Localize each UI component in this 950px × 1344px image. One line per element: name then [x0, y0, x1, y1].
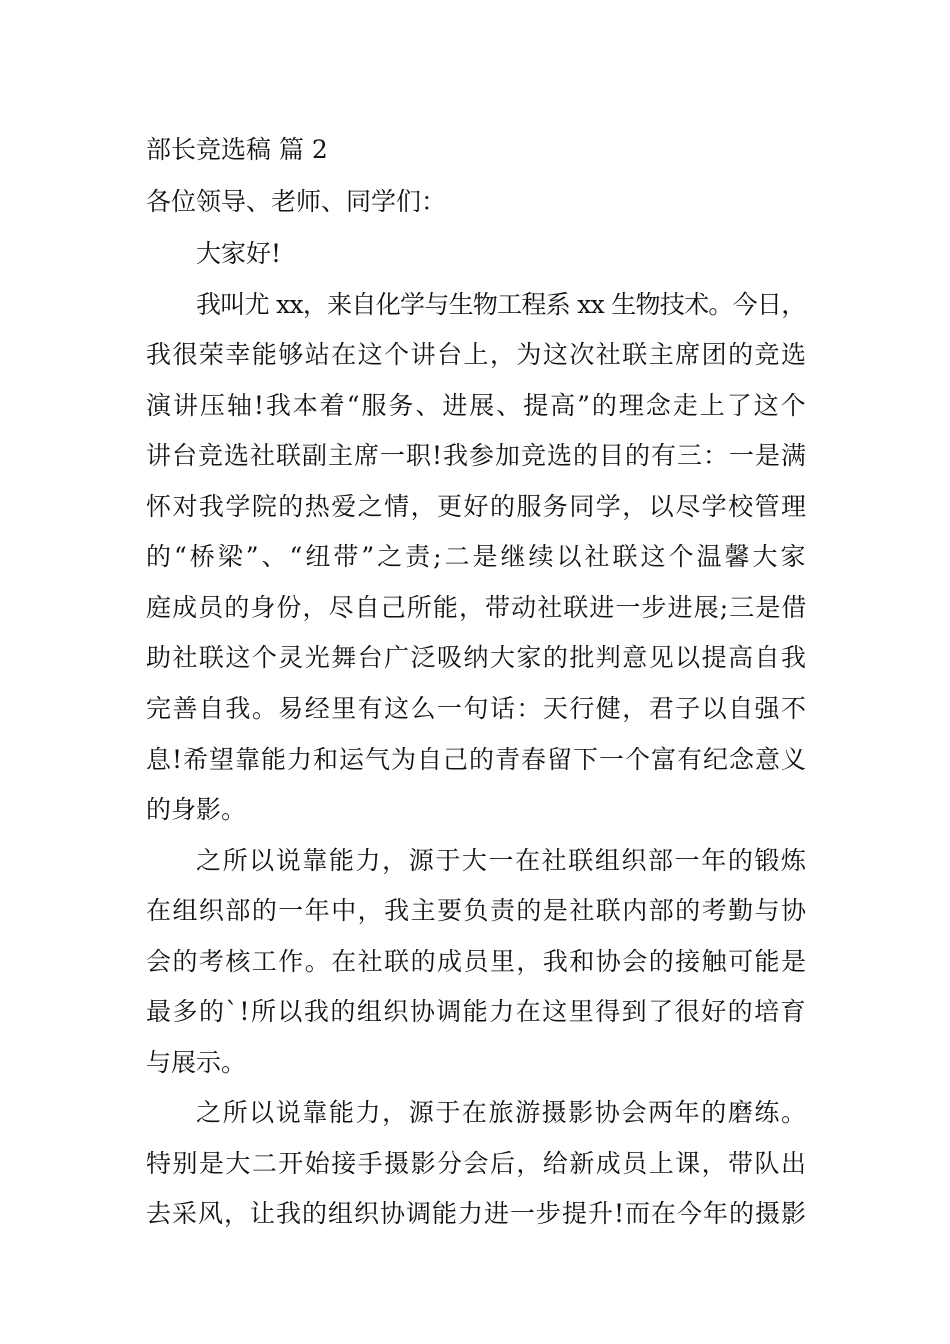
paragraph-line: 去采风，让我的组织协调能力进一步提升!而在今年的摄影 [146, 1199, 808, 1228]
paragraph-line: 我很荣幸能够站在这个讲台上，为这次社联主席团的竞选 [146, 340, 808, 369]
paragraph-line: 之所以说靠能力，源于在旅游摄影协会两年的磨练。 [196, 1098, 808, 1127]
document-title: 部长竞选稿 篇 2 [146, 135, 328, 164]
paragraph-line: 最多的`!所以我的组织协调能力在这里得到了很好的培育 [146, 997, 808, 1026]
salutation: 各位领导、老师、同学们： [146, 187, 447, 216]
paragraph-line: 我叫尤 xx，来自化学与生物工程系 xx 生物技术。今日， [196, 290, 806, 319]
paragraph-line: 怀对我学院的热爱之情，更好的服务同学，以尽学校管理 [146, 492, 808, 521]
paragraph-line: 与展示。 [146, 1048, 247, 1077]
paragraph-line: 大家好! [196, 239, 282, 268]
paragraph-line: 演讲压轴!我本着“服务、进展、提高”的理念走上了这个 [146, 391, 808, 420]
paragraph-line: 特别是大二开始接手摄影分会后，给新成员上课，带队出 [146, 1149, 808, 1178]
paragraph-line: 的“桥梁”、“纽带”之责;二是继续以社联这个温馨大家 [146, 542, 809, 571]
paragraph-line: 讲台竞选社联副主席一职!我参加竞选的目的有三：一是满 [146, 441, 808, 470]
paragraph-line: 助社联这个灵光舞台广泛吸纳大家的批判意见以提高自我 [146, 643, 808, 672]
paragraph-line: 的身影。 [146, 795, 247, 824]
paragraph-line: 会的考核工作。在社联的成员里，我和协会的接触可能是 [146, 947, 808, 976]
paragraph-line: 之所以说靠能力，源于大一在社联组织部一年的锻炼 [196, 846, 808, 875]
paragraph-line: 完善自我。易经里有这么一句话：天行健，君子以自强不 [146, 694, 808, 723]
paragraph-line: 在组织部的一年中，我主要负责的是社联内部的考勤与协 [146, 896, 808, 925]
paragraph-line: 息!希望靠能力和运气为自己的青春留下一个富有纪念意义 [146, 745, 808, 774]
paragraph-line: 庭成员的身份，尽自己所能，带动社联进一步进展;三是借 [146, 593, 808, 622]
